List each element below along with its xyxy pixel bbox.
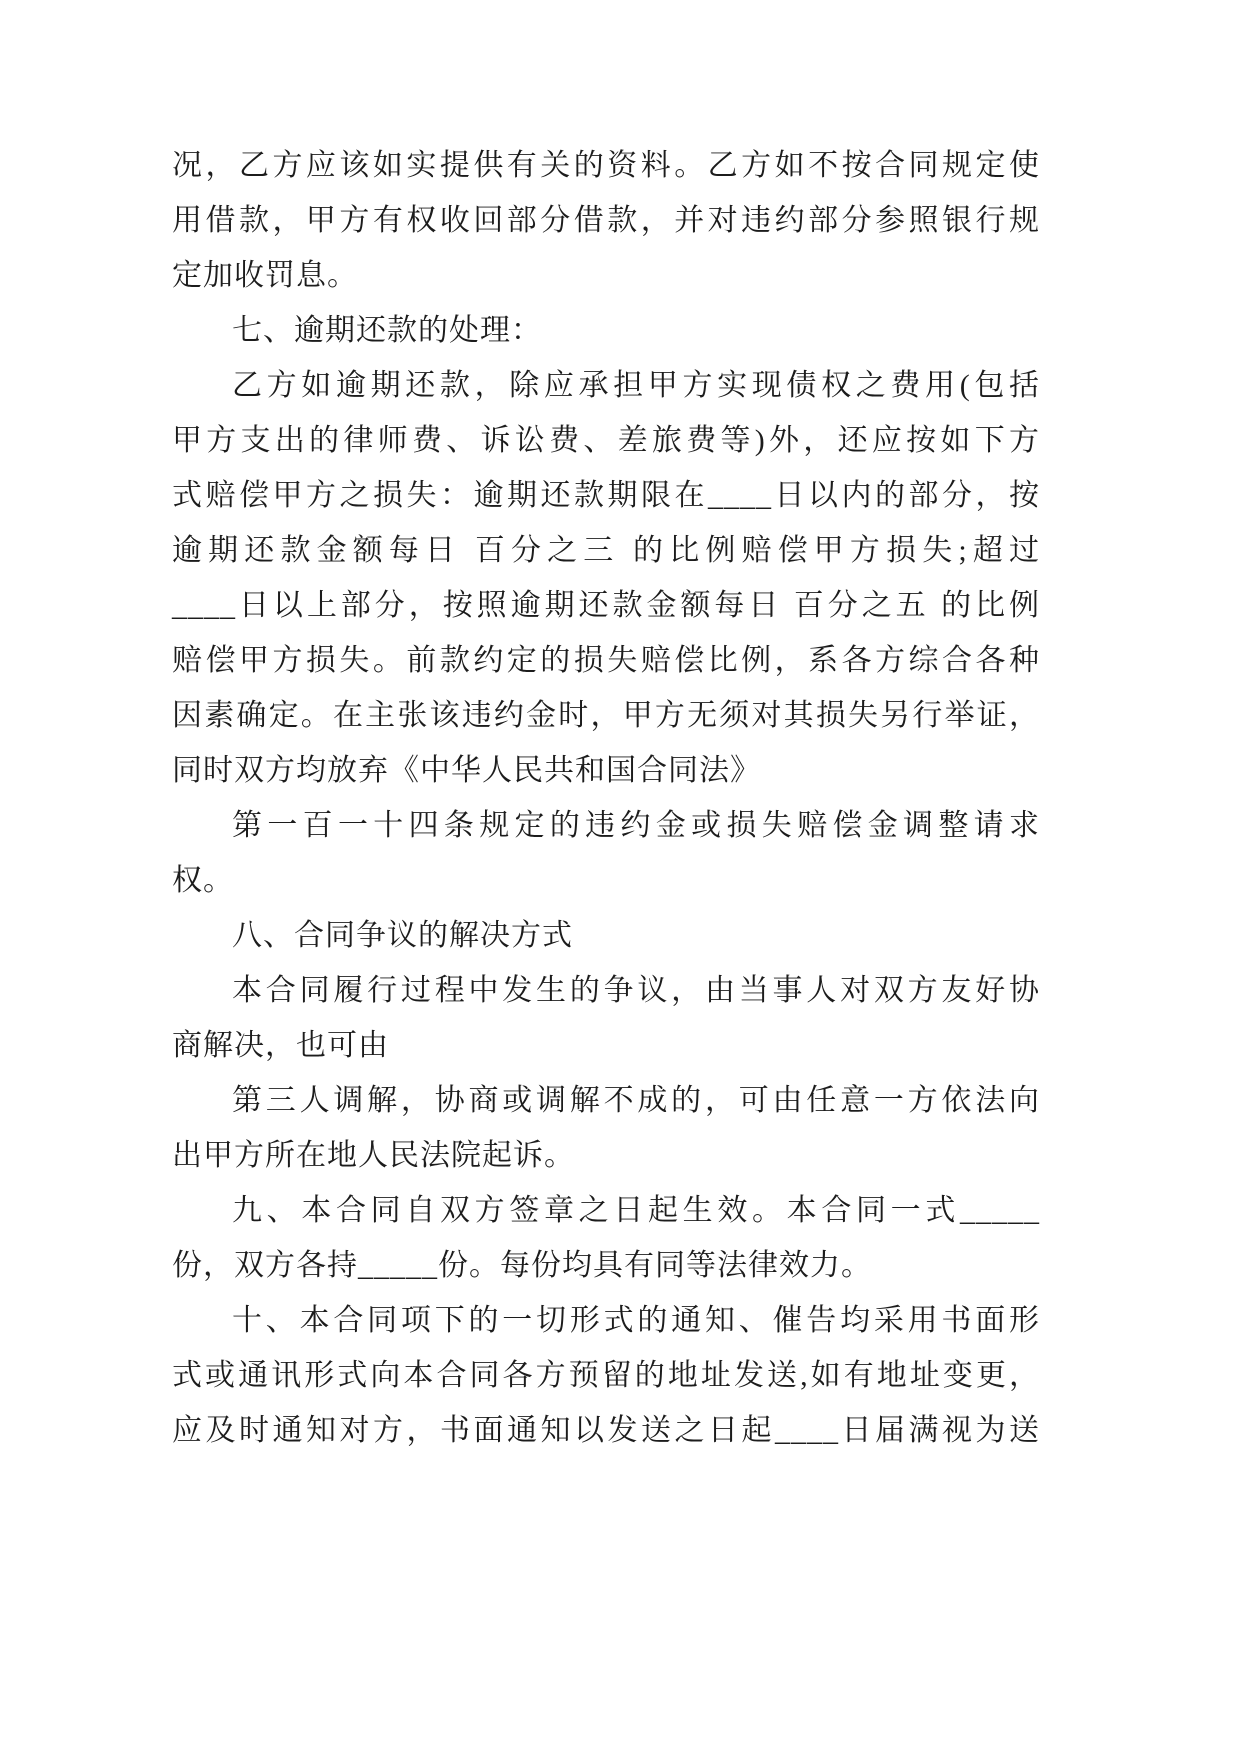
paragraph-line: 份，双方各持_____份。每份均具有同等法律效力。 xyxy=(172,1249,872,1282)
document-body xyxy=(172,138,1040,1458)
paragraph-line: 同时双方均放弃《中华人民共和国合同法》 xyxy=(172,754,761,787)
clause-10 xyxy=(172,1293,1040,1458)
paragraph-line: 赔偿甲方损失。前款约定的损失赔偿比例，系各方综合各种 xyxy=(172,644,1040,677)
paragraph-line: 况，乙方应该如实提供有关的资料。乙方如不按合同规定使 xyxy=(172,149,1040,182)
paragraph-line: 本合同履行过程中发生的争议，由当事人对双方友好协 xyxy=(232,974,1040,1007)
paragraph-line: 第三人调解，协商或调解不成的，可由任意一方依法向 xyxy=(232,1084,1040,1117)
paragraph-overdue-repayment xyxy=(172,358,1040,798)
paragraph-dispute-negotiation xyxy=(172,963,1040,1073)
section-heading-text: 七、逾期还款的处理： xyxy=(232,314,542,347)
paragraph-line: 逾期还款金额每日 百分之三 的比例赔偿甲方损失;超过 xyxy=(172,534,1040,567)
section-heading-8 xyxy=(172,908,1040,963)
section-heading-7 xyxy=(172,303,1040,358)
paragraph-line: 九、本合同自双方签章之日起生效。本合同一式_____ xyxy=(232,1194,1040,1227)
paragraph-line: ____日以上部分，按照逾期还款金额每日 百分之五 的比例 xyxy=(172,589,1040,622)
paragraph-line: 式或通讯形式向本合同各方预留的地址发送,如有地址变更， xyxy=(172,1359,1040,1392)
section-heading-text: 八、合同争议的解决方式 xyxy=(232,919,573,952)
paragraph-line: 应及时通知对方，书面通知以发送之日起____日届满视为送 xyxy=(172,1414,1040,1447)
paragraph-line: 商解决，也可由 xyxy=(172,1029,389,1062)
paragraph-line: 乙方如逾期还款，除应承担甲方实现债权之费用(包括 xyxy=(232,369,1040,402)
paragraph-overdue-use-penalty xyxy=(172,138,1040,303)
paragraph-line: 第一百一十四条规定的违约金或损失赔偿金调整请求 xyxy=(232,809,1040,842)
paragraph-line: 因素确定。在主张该违约金时，甲方无须对其损失另行举证， xyxy=(172,699,1040,732)
paragraph-line: 甲方支出的律师费、诉讼费、差旅费等)外，还应按如下方 xyxy=(172,424,1040,457)
paragraph-line: 权。 xyxy=(172,864,234,897)
paragraph-line: 定加收罚息。 xyxy=(172,259,358,292)
paragraph-dispute-mediation xyxy=(172,1073,1040,1183)
paragraph-article-114 xyxy=(172,798,1040,908)
paragraph-line: 出甲方所在地人民法院起诉。 xyxy=(172,1139,575,1172)
paragraph-line: 用借款，甲方有权收回部分借款，并对违约部分参照银行规 xyxy=(172,204,1040,237)
paragraph-line: 式赔偿甲方之损失：逾期还款期限在____日以内的部分，按 xyxy=(172,479,1040,512)
clause-9 xyxy=(172,1183,1040,1293)
paragraph-line: 十、本合同项下的一切形式的通知、催告均采用书面形 xyxy=(232,1304,1040,1337)
